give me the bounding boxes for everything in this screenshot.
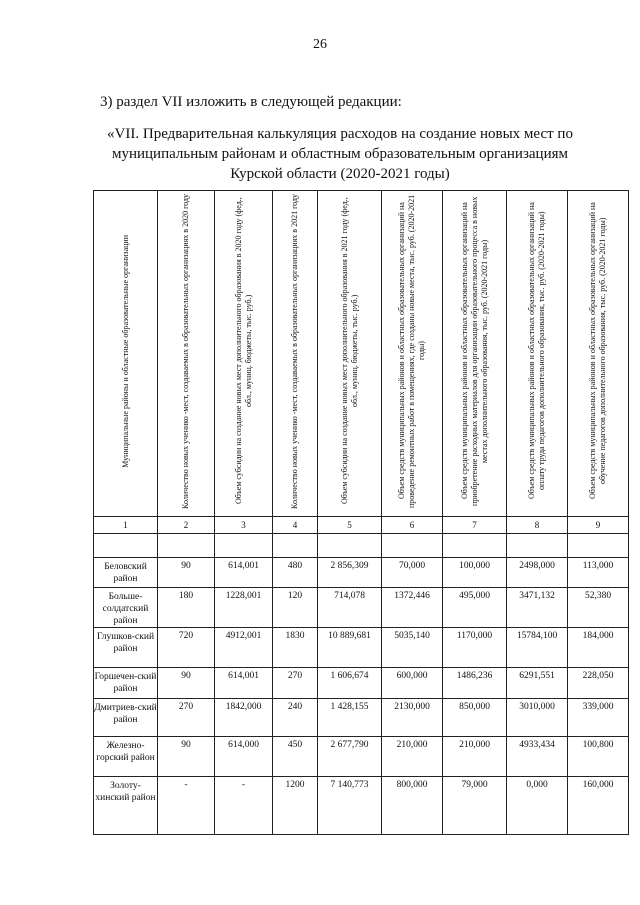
column-number: 4 <box>273 517 318 534</box>
table-cell: 210,000 <box>382 737 443 777</box>
header-cell <box>443 191 507 517</box>
amendment-intro: 3) раздел VII изложить в следующей редакции: <box>100 94 402 110</box>
column-number-row <box>94 517 629 534</box>
table-cell: 90 <box>158 737 215 777</box>
table-cell: 240 <box>273 699 318 737</box>
calculation-table <box>93 190 629 835</box>
table-cell: 113,000 <box>568 558 629 588</box>
column-number: 6 <box>382 517 443 534</box>
table-cell: 7 140,773 <box>318 777 382 835</box>
table-cell: 3471,132 <box>507 588 568 628</box>
header-cell <box>507 191 568 517</box>
header-district: Муниципальные районы и областные образовательные организации <box>120 234 130 468</box>
column-number: 5 <box>318 517 382 534</box>
table-cell: 1486,236 <box>443 668 507 699</box>
table-cell: 614,001 <box>215 558 273 588</box>
column-number: 3 <box>215 517 273 534</box>
header-materials-funds: Объем средств муниципальных районов и областных образовательных организаций на приобретение расходных материалов для организации образовательного процесса в новых местах дополнительного образования, тыс. руб. (2020-2021 годы) <box>459 196 489 506</box>
table-cell: 210,000 <box>443 737 507 777</box>
section-title-line-2: муниципальным районам и областным образовательным организациям <box>111 146 568 162</box>
table-cell: 90 <box>158 558 215 588</box>
table-cell: 2 856,309 <box>318 558 382 588</box>
column-number: 2 <box>158 517 215 534</box>
header-cell <box>273 191 318 517</box>
column-number: 1 <box>94 517 158 534</box>
table-cell: 495,000 <box>443 588 507 628</box>
header-cell <box>568 191 629 517</box>
table-cell: 2130,000 <box>382 699 443 737</box>
table-cell: 4933,434 <box>507 737 568 777</box>
table-cell: 339,000 <box>568 699 629 737</box>
header-training-funds: Объем средств муниципальных районов и областных образовательных организаций на обучение педагогов дополнительного образования, тыс. руб. (2020-2021 годы) <box>588 202 607 500</box>
header-salary-funds: Объем средств муниципальных районов и областных образовательных организаций на оплату труда педагогов дополнительного образования, тыс. руб. (2020-2021 годы) <box>527 202 546 500</box>
district-cell: Глушков-ский район <box>94 628 158 668</box>
table-cell: 800,000 <box>382 777 443 835</box>
header-places-2021: Количество новых ученико -мест, создаваемых в образовательных организациях в 2021 году <box>290 193 299 509</box>
table-cell: - <box>158 777 215 835</box>
header-repair-funds: Объем средств муниципальных районов и областных образовательных организаций на проведение ремонтных работ в помещениях, где созданы новые места, тыс. руб. (2020-2021 годы) <box>397 194 426 508</box>
header-places-2020: Количество новых ученико -мест, создаваемых в образовательных организациях в 2020 году <box>181 193 190 509</box>
table-cell: 100,800 <box>568 737 629 777</box>
column-number: 7 <box>443 517 507 534</box>
header-subsidy-2020: Объем субсидии на создание новых мест дополнительного образования в 2020 году (фед., обл., муниц. бюджеты, тыс. руб.) <box>233 197 253 505</box>
table-cell: 184,000 <box>568 628 629 668</box>
district-cell: Дмитриев-ский район <box>94 699 158 737</box>
table-cell: 614,000 <box>215 737 273 777</box>
table-cell: 0,000 <box>507 777 568 835</box>
table-cell: 720 <box>158 628 215 668</box>
header-subsidy-2021: Объем субсидии на создание новых мест дополнительного образования в 2021 году (фед., обл., муниц. бюджеты, тыс. руб.) <box>339 197 359 505</box>
table-cell: 3010,000 <box>507 699 568 737</box>
table-cell: 480 <box>273 558 318 588</box>
header-cell <box>318 191 382 517</box>
page-number: 26 <box>313 37 327 52</box>
table-cell: 5035,140 <box>382 628 443 668</box>
table-cell: 1170,000 <box>443 628 507 668</box>
table-row <box>94 737 629 777</box>
table-cell: 79,000 <box>443 777 507 835</box>
table-cell: 120 <box>273 588 318 628</box>
table-row <box>94 588 629 628</box>
table-row <box>94 628 629 668</box>
table-cell: 15784,100 <box>507 628 568 668</box>
table-cell: 1228,001 <box>215 588 273 628</box>
table-cell: 1842,000 <box>215 699 273 737</box>
section-title-line-3: Курской области (2020-2021 годы) <box>230 166 450 182</box>
table-cell: 450 <box>273 737 318 777</box>
table-cell: 1200 <box>273 777 318 835</box>
table-cell: 180 <box>158 588 215 628</box>
district-cell: Железно-горский район <box>94 737 158 777</box>
table-cell: 6291,551 <box>507 668 568 699</box>
table-cell: - <box>215 777 273 835</box>
table-cell: 52,380 <box>568 588 629 628</box>
table-cell: 160,000 <box>568 777 629 835</box>
column-number: 8 <box>507 517 568 534</box>
table-row <box>94 558 629 588</box>
table-cell: 228,050 <box>568 668 629 699</box>
header-cell <box>382 191 443 517</box>
table-cell: 2 677,790 <box>318 737 382 777</box>
table-cell: 1 428,155 <box>318 699 382 737</box>
table-row <box>94 699 629 737</box>
table-cell: 4912,001 <box>215 628 273 668</box>
header-cell <box>94 191 158 517</box>
header-row <box>94 191 629 517</box>
table-cell: 600,000 <box>382 668 443 699</box>
table-cell: 270 <box>158 699 215 737</box>
header-cell <box>158 191 215 517</box>
section-title <box>95 124 585 184</box>
district-cell: Беловский район <box>94 558 158 588</box>
column-number: 9 <box>568 517 629 534</box>
table-cell: 90 <box>158 668 215 699</box>
table-cell: 10 889,681 <box>318 628 382 668</box>
table-cell: 714,078 <box>318 588 382 628</box>
table-cell: 2498,000 <box>507 558 568 588</box>
table-cell: 1 606,674 <box>318 668 382 699</box>
table-cell: 850,000 <box>443 699 507 737</box>
spacer-row <box>94 534 629 558</box>
district-cell: Больше-солдатский район <box>94 588 158 628</box>
table-cell: 1372,446 <box>382 588 443 628</box>
section-title-line-1: «VII. Предварительная калькуляция расходов на создание новых мест по <box>107 126 573 142</box>
header-cell <box>215 191 273 517</box>
district-cell: Золоту-хинский район <box>94 777 158 835</box>
table-cell: 1830 <box>273 628 318 668</box>
table-row <box>94 668 629 699</box>
table-row <box>94 777 629 835</box>
table-cell: 270 <box>273 668 318 699</box>
district-cell: Горшечен-ский район <box>94 668 158 699</box>
table-cell: 614,001 <box>215 668 273 699</box>
table-cell: 70,000 <box>382 558 443 588</box>
table-cell: 100,000 <box>443 558 507 588</box>
